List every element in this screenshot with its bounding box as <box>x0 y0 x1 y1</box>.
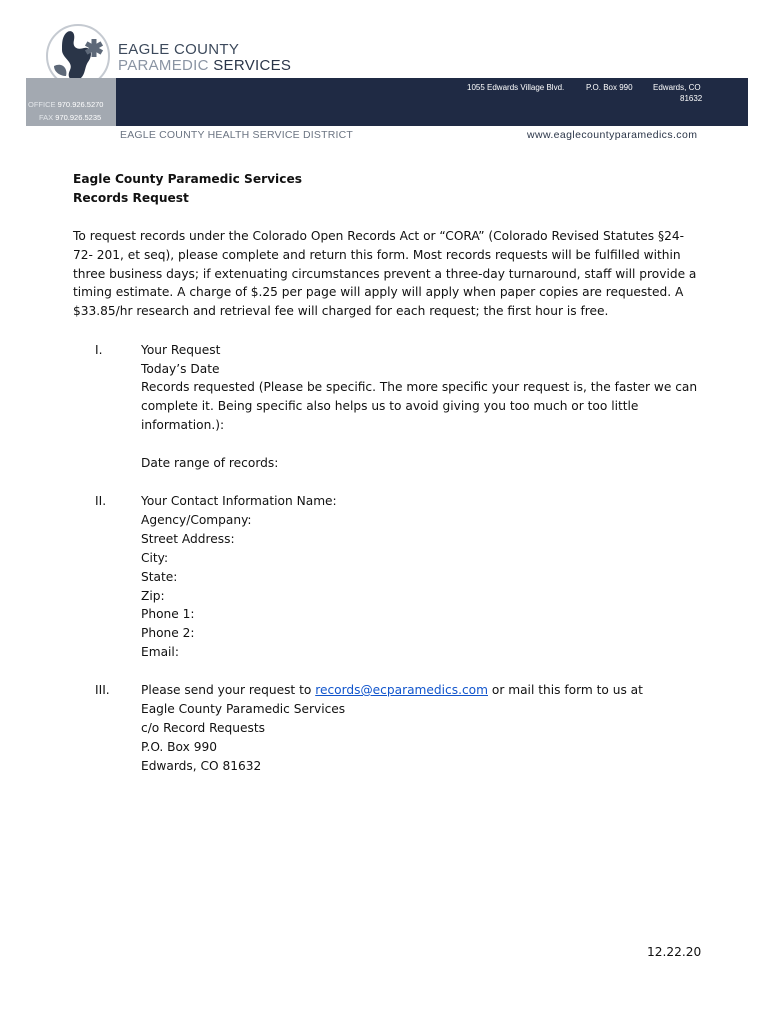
document-title: Eagle County Paramedic Services <box>73 172 302 186</box>
address-po-box: P.O. Box 990 <box>586 83 633 92</box>
org-name-line1: EAGLE COUNTY <box>118 41 240 58</box>
office-label: OFFICE <box>28 100 56 109</box>
contact-band <box>26 78 116 126</box>
section-2-numeral: II. <box>95 494 107 508</box>
send-prefix: Please send your request to <box>141 683 312 697</box>
phone-1-field: Phone 1: <box>141 607 195 621</box>
mail-address-line-4: Edwards, CO 81632 <box>141 759 262 773</box>
section-1-heading: Your Request <box>141 343 221 357</box>
website-link[interactable]: www.eaglecountyparamedics.com <box>527 129 698 141</box>
city-field: City: <box>141 551 169 565</box>
district-name: EAGLE COUNTY HEALTH SERVICE DISTRICT <box>120 129 353 141</box>
revision-date: 12.22.20 <box>647 945 702 959</box>
address-city: Edwards, CO <box>653 83 701 92</box>
org-name-services: SERVICES <box>213 57 292 74</box>
phone-2-field: Phone 2: <box>141 626 195 640</box>
email-field: Email: <box>141 645 179 659</box>
records-requested-field: Records requested (Please be specific. The more specific your request is, the faster we can complete it. Being specific also helps us to avoid giving you too much or too little information.): <box>141 380 698 432</box>
org-name-line2 <box>118 58 291 74</box>
send-suffix: or mail this form to us at <box>491 683 643 697</box>
section-3-numeral: III. <box>95 683 110 697</box>
agency-field: Agency/Company: <box>141 513 252 527</box>
fax-phone: 970.926.5235 <box>55 113 102 122</box>
records-email-link[interactable]: records@ecparamedics.com <box>315 683 488 697</box>
mail-address-line-1: Eagle County Paramedic Services <box>141 702 346 716</box>
address-band <box>116 78 748 126</box>
address-street: 1055 Edwards Village Blvd. <box>467 83 565 92</box>
org-name-paramedic: PARAMEDIC <box>118 57 209 74</box>
state-field: State: <box>141 570 178 584</box>
contact-name-field: Your Contact Information Name: <box>141 494 337 508</box>
office-phone: 970.926.5270 <box>57 100 104 109</box>
document-subtitle: Records Request <box>73 191 189 205</box>
mail-address-line-2: c/o Record Requests <box>141 721 265 735</box>
street-address-field: Street Address: <box>141 532 235 546</box>
intro-paragraph: To request records under the Colorado Open Records Act or “CORA” (Colorado Revised Statutes §24-72- 201, et seq), please complete and return this form. Most records requests will be fulfilled within three business days; if extenuating circumstances prevent a three-day turnaround, staff will provide a timing estimate. A charge of $.25 per page will apply will apply when paper copies are requested. A $33.85/hr research and retrieval fee will charged for each request; the first hour is free. <box>73 229 697 319</box>
section-1-numeral: I. <box>95 343 103 357</box>
zip-field: Zip: <box>141 589 165 603</box>
address-zip: 81632 <box>680 94 703 103</box>
fax-label: FAX <box>39 113 54 122</box>
send-instructions <box>141 681 643 700</box>
mail-address-line-3: P.O. Box 990 <box>141 740 217 754</box>
todays-date-field: Today’s Date <box>141 362 220 376</box>
date-range-field: Date range of records: <box>141 456 279 470</box>
